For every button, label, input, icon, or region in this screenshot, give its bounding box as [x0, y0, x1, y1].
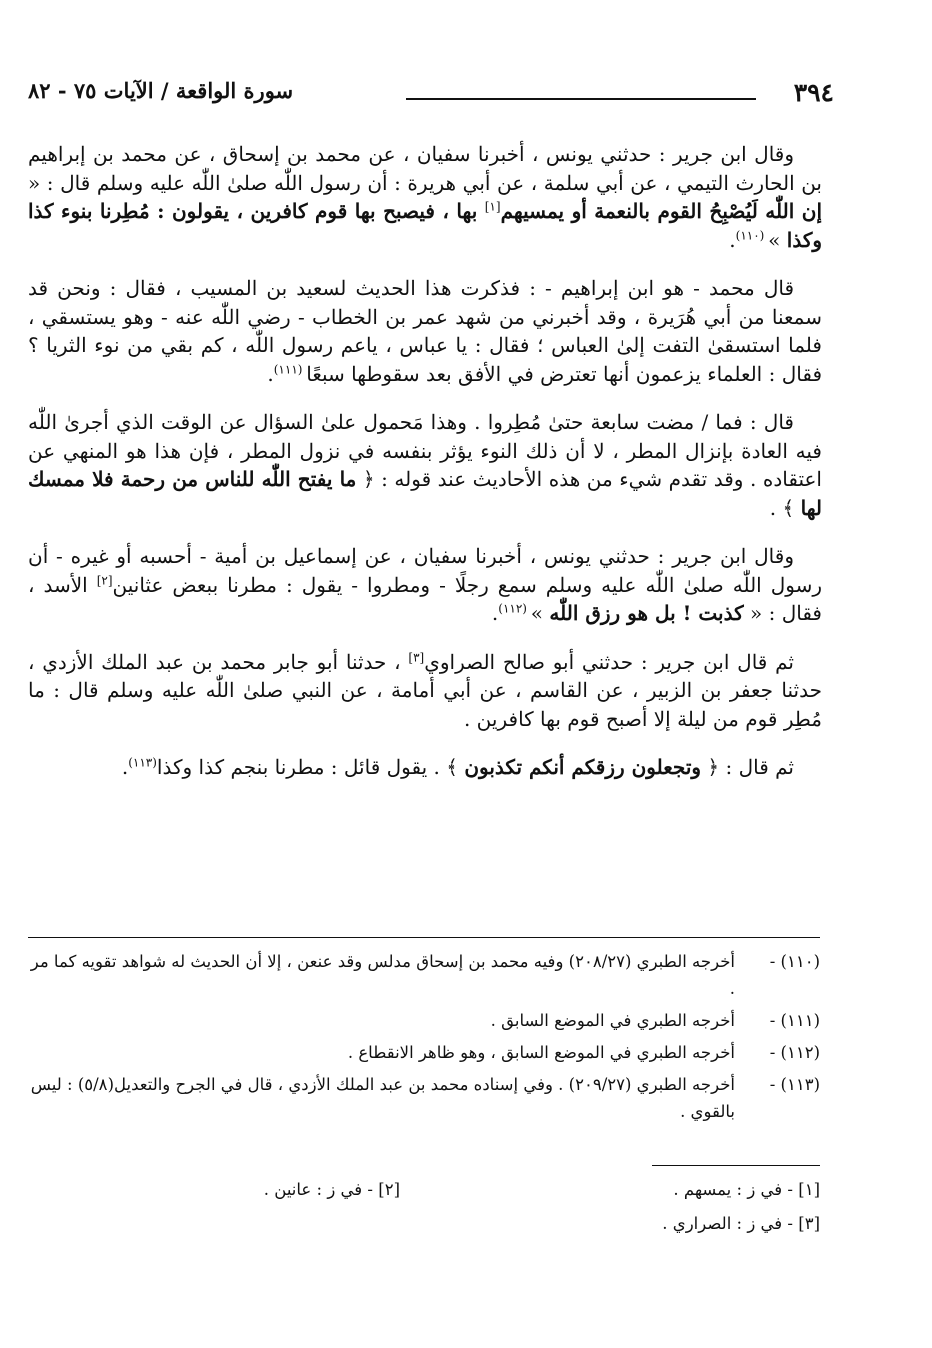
header-rule: [406, 98, 756, 100]
variant-note: [٢] - في ز : عانين .: [263, 1180, 400, 1199]
text-run: ثم قال ابن جرير : حدثني أبو صالح الصراوي: [424, 649, 795, 674]
footnote-rule: [28, 937, 820, 938]
page-number: ٣٩٤: [793, 78, 834, 107]
footnote-number: (١١١) -: [769, 1011, 820, 1030]
variant-ref: [٣]: [408, 649, 425, 664]
text-run: .: [121, 755, 129, 779]
hadith-text: كذبت ! بل هو رزق اللّٰه: [549, 601, 744, 625]
footnote: [28, 1071, 820, 1125]
page-header: [28, 78, 834, 118]
footnote-text: أخرجه الطبري (٢٠٩/٢٧) . وفي إسناده محمد بن عبد الملك الأزدي ، قال في الجرح والتعديل(٥/٨) : ليس بالقوي .: [30, 1075, 735, 1121]
hadith-text: بها ، فيصبح بها قوم كافرين ، يقولون : مُطِرنا بنوء كذا وكذا: [28, 199, 822, 252]
footnotes: [28, 948, 820, 1130]
footnote: [28, 1039, 820, 1066]
text-run: .: [491, 601, 499, 625]
paragraph: [28, 648, 822, 734]
footnote-text: أخرجه الطبري في الموضع السابق .: [490, 1011, 735, 1030]
variant-ref: [١]: [484, 199, 501, 214]
text-run: ﴾ .: [769, 495, 801, 520]
footnote: [28, 1007, 820, 1034]
variant-notes-rule: [652, 1165, 820, 1166]
footnote-number: (١١٠) -: [769, 952, 820, 971]
footnote-ref: (١١٢): [498, 601, 531, 616]
footnote: [28, 948, 820, 1002]
text-run: ، حدثنا أبو جابر محمد بن عبد الملك الأزدي ، حدثنا جعفر بن الزبير ، عن القاسم ، عن أبي أمامة ، عن النبي صلىٰ اللّٰه عليه وسلم قال : ما مُطِر قوم من ليلة إلا أصبح قوم بها كافرين .: [28, 649, 822, 731]
paragraph: [28, 140, 822, 254]
quran-verse: ما يفتح اللّٰه للناس من رحمة فلا ممسك لها: [28, 467, 822, 520]
footnote-ref: (١١٠): [735, 227, 769, 242]
text-run: .: [729, 227, 736, 252]
footnote-ref: (١١١): [273, 361, 307, 376]
text-run: ثم قال : ﴿: [701, 755, 794, 779]
footnote-text: أخرجه الطبري في الموضع السابق ، وهو ظاهر الانقطاع .: [347, 1043, 735, 1062]
main-text: [28, 140, 822, 802]
text-run: ﴾ . يقول قائل : مطرنا بنجم كذا وكذا: [156, 755, 465, 779]
text-run: »: [530, 601, 550, 625]
paragraph: [28, 542, 822, 628]
paragraph: [28, 408, 822, 522]
footnote-text: أخرجه الطبري (٢٠٨/٢٧) وفيه محمد بن إسحاق مدلس وقد عنعن ، إلا أن الحديث له شواهد تقويه كما مر .: [30, 952, 735, 998]
running-title: سورة الواقعة / الآيات ٧٥ - ٨٢: [28, 78, 294, 103]
text-run: وقال ابن جرير : حدثني يونس ، أخبرنا سفيان ، عن محمد بن إسحاق ، عن محمد بن إبراهيم بن الحارث التيمي ، عن أبي سلمة ، عن أبي هريرة : أن رسول اللّٰه صلىٰ اللّٰه عليه وسلم قال : «: [28, 142, 822, 195]
paragraph: [28, 274, 822, 388]
text-run: قال محمد - هو ابن إبراهيم - : فذكرت هذا الحديث لسعيد بن المسيب ، فقال : ونحن قد سمعنا من أبي هُرَيرة ، وقد أخبرني من شهد عمر بن الخطاب - رضي اللّٰه عنه - وهو يستسقي ، فلما استسقىٰ التفت إلىٰ العباس ؛ فقال : يا عباس ، ياعم رسول اللّٰه ، كم بقي من نوء الثريا ؟ فقال : العلماء يزعمون أنها تعترض في الأفق بعد سقوطها سبعًا: [28, 276, 822, 386]
hadith-text: إن اللّٰه لَيُصْبِحُ القوم بالنعمة أو يمسيهم: [500, 199, 823, 223]
footnote-ref: (١١٣): [128, 755, 157, 770]
footnote-number: (١١٣) -: [769, 1075, 820, 1094]
footnote-number: (١١٢) -: [769, 1043, 820, 1062]
text-run: »: [768, 227, 787, 252]
text-run: وقال ابن جرير : حدثني يونس ، أخبرنا سفيان ، عن إسماعيل بن أمية - أحسبه أو غيره - أن رسول اللّٰه صلىٰ اللّٰه عليه وسلم سمع رجلًا - ومطروا - يقول : مطرنا ببعض عثانين: [28, 544, 823, 597]
variant-note: [١] - في ز : يمسهم .: [673, 1180, 820, 1199]
paragraph: [28, 753, 822, 782]
variant-ref: [٢]: [96, 572, 113, 587]
quran-verse: وتجعلون رزقكم أنكم تكذبون: [464, 755, 702, 779]
text-run: .: [267, 361, 274, 386]
text-run: قال : فما / مضت سابعة حتىٰ مُطِروا . وهذا مَحمول علىٰ السؤال عن الوقت الذي أجرىٰ اللّٰه فيه العادة بإنزال المطر ، لا أن ذلك النوء يؤثر بنفسه في نزول المطر ، فإن هذا هو المنهي عن اعتقاده . وقد تقدم شيء من هذه الأحاديث عند قوله : ﴿: [28, 410, 822, 491]
variant-note: [٣] - في ز : الصراري .: [662, 1214, 820, 1233]
text-run: الأسد ، فقال : «: [28, 572, 822, 625]
